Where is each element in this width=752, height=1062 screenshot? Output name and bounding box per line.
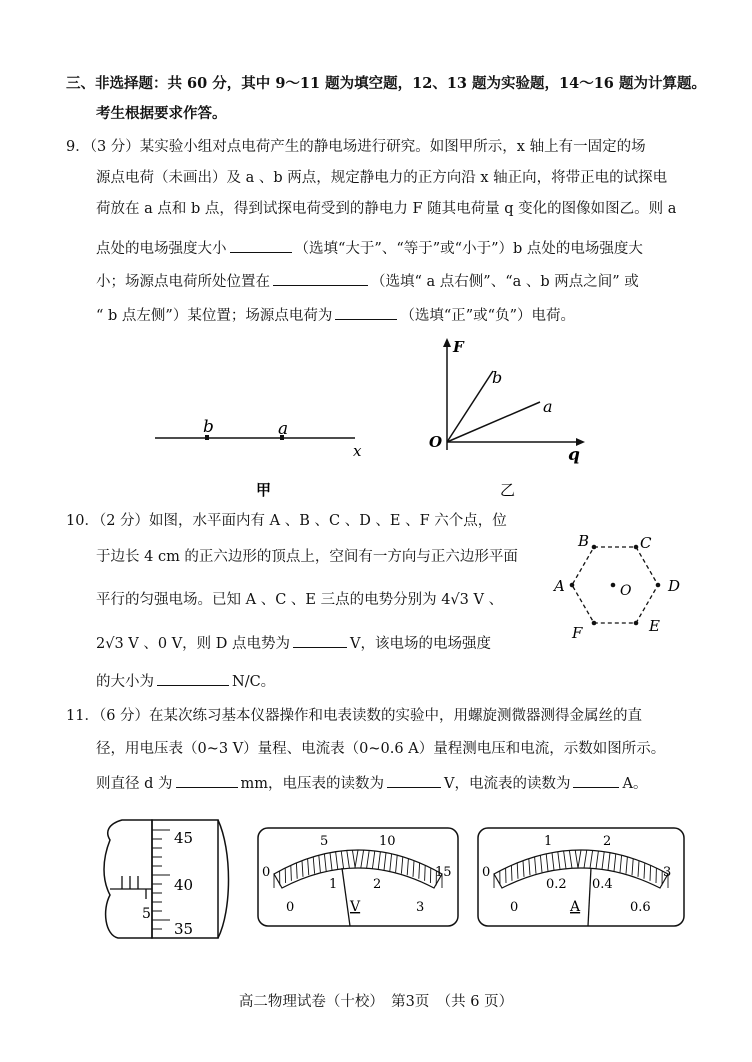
meter-tick <box>632 859 633 876</box>
figure-jia-caption: 甲 <box>256 481 272 499</box>
meter-tick <box>596 851 598 869</box>
meter-tick <box>644 863 645 879</box>
vertex-a-dot <box>570 583 575 588</box>
q9-line-1: 9．（3 分）某实验小组对点电荷产生的静电场进行研究。如图甲所示，x 轴上有一固定的场 <box>66 139 646 155</box>
q11-blank-1[interactable] <box>176 772 238 788</box>
voltmeter-scale-band <box>274 850 442 888</box>
meter-tick <box>313 857 314 874</box>
q9-line-4-a: 点处的电场强度大小 <box>96 241 227 257</box>
q10-blank-1[interactable] <box>293 632 347 648</box>
q11-line-3-d: A。 <box>622 776 648 792</box>
ammeter-bottom-02: 0.2 <box>546 877 567 892</box>
thimble-label-40: 40 <box>174 876 194 894</box>
meter-tick <box>372 851 374 869</box>
thimble-edge <box>218 820 229 938</box>
q9-line-5-b: （选填“ a 点右侧”、“a 、b 两点之间” 或 <box>371 274 639 290</box>
f-axis-arrow-icon <box>443 338 451 347</box>
meter-tick <box>575 850 578 868</box>
thimble-label-35: 35 <box>174 920 194 938</box>
meter-tick <box>523 861 524 877</box>
hexagon-figure <box>550 530 710 645</box>
voltmeter-bottom-1: 1 <box>329 877 338 892</box>
vertex-c-label: C <box>640 534 652 552</box>
ammeter-bottom-0: 0 <box>510 900 519 915</box>
vertex-e-label: E <box>649 617 660 635</box>
meter-tick <box>425 865 426 880</box>
meter-tick <box>296 863 297 879</box>
meter-tick <box>546 854 548 871</box>
origin-label: O <box>429 433 443 451</box>
ammeter-top-3: 3 <box>663 865 672 880</box>
line-b-label: b <box>492 368 503 387</box>
vertex-d-label: D <box>668 577 681 595</box>
page-footer: 高二物理试卷（十校） 第3页 （共 6 页） <box>238 994 514 1010</box>
voltmeter-top-5: 5 <box>320 834 329 849</box>
center-o-label: O <box>620 583 632 599</box>
meter-tick <box>336 852 338 870</box>
vertex-e-dot <box>634 621 639 626</box>
figure-yi-caption: 乙 <box>500 481 516 499</box>
vertex-a-label: A <box>554 577 565 595</box>
ammeter-top-2: 2 <box>603 834 612 849</box>
q10-line-4 <box>96 632 491 654</box>
voltmeter-bottom-2: 2 <box>373 877 382 892</box>
q9-blank-2[interactable] <box>273 270 368 286</box>
q9-line-4-b: （选填“大于”、“等于”或“小于”）b 点处的电场强度大 <box>294 241 643 257</box>
meter-tick <box>535 857 536 874</box>
meter-tick <box>590 850 593 868</box>
meter-tick <box>407 859 408 876</box>
vertex-b-dot <box>592 545 597 550</box>
ammeter-top-0: 0 <box>482 865 491 880</box>
thimble-ticks <box>152 830 170 929</box>
meter-tick <box>529 859 530 876</box>
q10-line-5-b: N/C。 <box>232 674 276 690</box>
meter-tick <box>390 854 392 871</box>
ammeter-bottom-04: 0.4 <box>592 877 613 892</box>
q11-blank-2[interactable] <box>387 772 441 788</box>
meter-tick <box>413 861 414 877</box>
q9-blank-3[interactable] <box>335 304 397 320</box>
q11-line-2: 径，用电压表（0~3 V）量程、电流表（0~0.6 A）量程测电压和电流，示数如图所示。 <box>96 741 666 757</box>
micrometer-figure <box>100 810 240 945</box>
q11-blank-3[interactable] <box>573 772 619 788</box>
meter-tick <box>578 850 581 868</box>
q10-blank-2[interactable] <box>157 670 229 686</box>
q10-line-4-b: V，该电场的电场强度 <box>350 636 492 652</box>
meter-tick <box>384 853 386 871</box>
meter-tick <box>352 850 355 868</box>
meter-tick <box>330 853 332 871</box>
q11-line-3-b: mm，电压表的读数为 <box>240 776 384 792</box>
q11-line-3-a: 则直径 d 为 <box>96 776 173 792</box>
sleeve-label-5: 5 <box>142 906 151 922</box>
meter-tick <box>378 852 380 870</box>
q10-line-4-a: 2√3 V 、0 V，则 D 点电势为 <box>96 636 291 652</box>
figure-yi <box>420 335 600 505</box>
ammeter-unit: A <box>570 899 581 915</box>
section-heading-cont: 考生根据要求作答。 <box>96 105 227 122</box>
meter-tick <box>608 853 610 871</box>
point-b-label: b <box>203 417 214 437</box>
q9-line-6 <box>96 304 575 326</box>
meter-tick <box>569 850 572 868</box>
meter-tick <box>517 863 518 879</box>
q10-line-5-a: 的大小为 <box>96 674 154 690</box>
meter-tick <box>319 855 321 872</box>
meter-tick <box>291 865 292 880</box>
voltmeter-top-10: 10 <box>379 834 396 849</box>
ammeter-top-1: 1 <box>544 834 553 849</box>
meter-tick <box>540 855 542 872</box>
meter-tick <box>626 857 627 874</box>
meter-tick <box>564 851 566 869</box>
meter-tick <box>302 861 303 877</box>
meter-tick <box>324 854 326 871</box>
q10-line-1: 10．（2 分）如图，水平面内有 A 、B 、C 、D 、E 、F 六个点，位 <box>66 513 507 529</box>
q9-line-3: 荷放在 a 点和 b 点，得到试探电荷受到的静电力 F 随其电荷量 q 变化的图像如图乙。则 a <box>96 201 677 217</box>
voltmeter-bottom-0: 0 <box>286 900 295 915</box>
q9-line-6-a: “ b 点左侧”）某位置；场源点电荷为 <box>96 308 333 324</box>
q11-line-3-c: V，电流表的读数为 <box>444 776 571 792</box>
meter-tick <box>361 850 364 868</box>
meter-tick <box>419 863 420 879</box>
vertex-c-dot <box>634 545 639 550</box>
q9-line-4 <box>96 237 643 259</box>
q11-line-3 <box>96 772 647 794</box>
meter-tick <box>341 851 343 869</box>
voltmeter-figure <box>258 828 458 926</box>
meter-tick <box>308 859 309 876</box>
meter-tick <box>396 855 398 872</box>
q-axis-label: q <box>568 445 580 465</box>
figure-jia <box>150 410 380 505</box>
ammeter-ticks <box>494 850 668 888</box>
ammeter-figure <box>478 828 684 926</box>
q10-line-2: 于边长 4 cm 的正六边形的顶点上，空间有一方向与正六边形平面 <box>96 549 518 565</box>
line-a <box>447 402 540 442</box>
meter-tick <box>401 857 402 874</box>
voltmeter-needle <box>342 868 350 926</box>
q9-line-6-b: （选填“正”或“负”）电荷。 <box>400 308 575 324</box>
meter-tick <box>367 850 370 868</box>
meter-tick <box>602 852 604 870</box>
ammeter-scale-band <box>494 850 668 888</box>
meter-tick <box>620 855 622 872</box>
f-axis-label: F <box>453 338 464 356</box>
q10-line-5 <box>96 670 275 692</box>
meter-tick <box>638 861 639 877</box>
meter-tick <box>614 854 616 871</box>
meter-tick <box>552 853 554 871</box>
meter-tick <box>511 865 512 880</box>
vertex-b-label: B <box>578 532 590 550</box>
q9-line-2: 源点电荷（未画出）及 a 、b 两点，规定静电力的正方向沿 x 轴正向，将带正电的试探电 <box>96 170 668 186</box>
q9-line-5 <box>96 270 639 292</box>
vertex-f-label: F <box>572 624 583 642</box>
meter-tick <box>355 850 358 868</box>
ammeter-needle <box>588 868 591 926</box>
voltmeter-top-15: 15 <box>435 865 452 880</box>
q10-line-3: 平行的匀强电场。已知 A 、C 、E 三点的电势分别为 4√3 V 、 <box>96 592 504 608</box>
q11-line-1: 11．（6 分）在某次练习基本仪器操作和电表读数的实验中，用螺旋测微器测得金属丝的直 <box>66 708 643 724</box>
voltmeter-unit: V <box>350 899 361 915</box>
thimble-label-45: 45 <box>174 829 194 847</box>
section-heading: 三、非选择题：共 60 分，其中 9～11 题为填空题，12、13 题为实验题，14～16 题为计算题。 <box>66 75 706 92</box>
meter-tick <box>584 850 587 868</box>
ammeter-bottom-06: 0.6 <box>630 900 651 915</box>
line-a-label: a <box>543 397 553 416</box>
voltmeter-bottom-3: 3 <box>416 900 425 915</box>
x-axis-label: x <box>353 442 362 460</box>
vertex-d-dot <box>656 583 661 588</box>
ammeter-frame <box>478 828 684 926</box>
vertex-f-dot <box>592 621 597 626</box>
meter-tick <box>650 865 651 880</box>
voltmeter-top-0: 0 <box>262 865 271 880</box>
voltmeter-ticks <box>274 850 442 888</box>
q9-line-5-a: 小；场源点电荷所处位置在 <box>96 274 270 290</box>
meter-tick <box>347 850 350 868</box>
point-a-label: a <box>278 419 289 439</box>
center-o-dot <box>611 583 616 588</box>
meter-tick <box>558 852 560 870</box>
q9-blank-1[interactable] <box>230 237 292 253</box>
